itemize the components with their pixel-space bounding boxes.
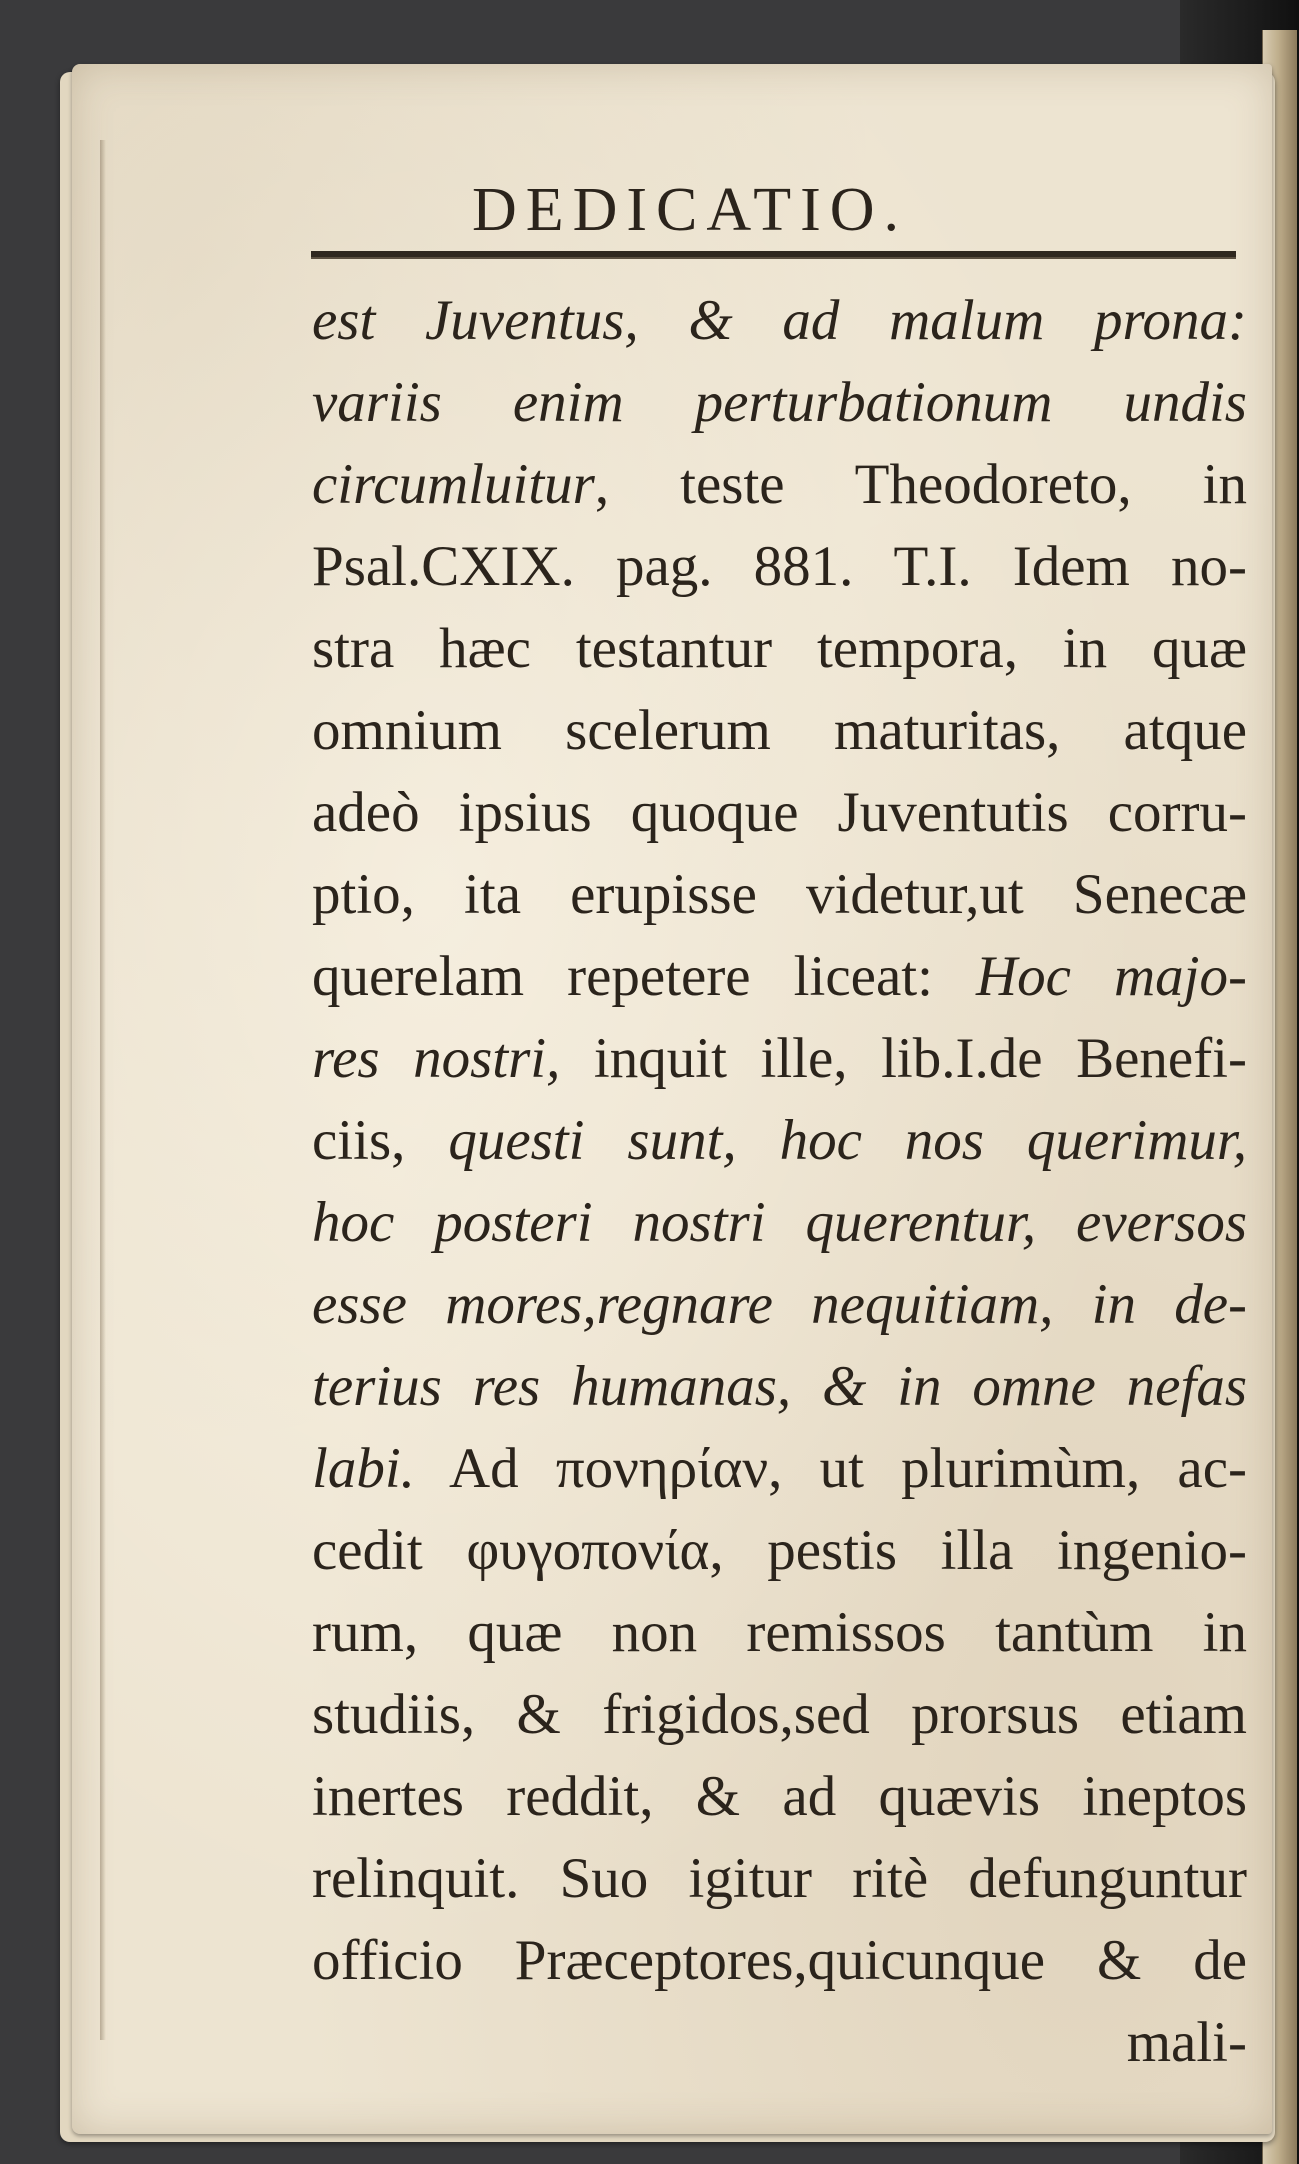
text-segment: hoc posteri nostri querentur, eversos: [312, 1191, 1247, 1254]
text-line: [312, 690, 1247, 772]
catchword: mali-: [1126, 2011, 1247, 2074]
text-segment: terius res humanas, & in omne nefas: [312, 1355, 1247, 1418]
text-segment: cedit φυγοπονία, pestis illa ingenio-: [312, 1519, 1247, 1582]
text-line: [312, 1264, 1247, 1346]
text-segment: labi.: [312, 1437, 415, 1500]
text-segment: est Juventus, & ad malum prona:: [312, 289, 1247, 352]
text-segment: inertes reddit, & ad quævis ineptos: [312, 1765, 1247, 1828]
text-line: [312, 1510, 1247, 1592]
text-line: [312, 1428, 1247, 1510]
text-segment: querelam repetere liceat:: [312, 945, 976, 1008]
text-segment: adeò ipsius quoque Juventutis corru-: [312, 781, 1247, 844]
running-head: DEDICATIO.: [471, 176, 909, 244]
text-line: [312, 444, 1247, 526]
text-segment: omnium scelerum maturitas, atque: [312, 699, 1247, 762]
text-line: [312, 1838, 1247, 1920]
text-segment: esse mores,regnare nequitiam, in de-: [312, 1273, 1247, 1336]
text-line: [312, 1592, 1247, 1674]
text-segment: Psal.CXIX. pag. 881. T.I. Idem no-: [312, 535, 1247, 598]
text-segment: ciis,: [312, 1109, 449, 1172]
text-line: [312, 1756, 1247, 1838]
text-line: [312, 1100, 1247, 1182]
text-segment: stra hæc testantur tempora, in quæ: [312, 617, 1247, 680]
text-segment: circumluitur: [312, 453, 595, 516]
text-segment: res nostri,: [312, 1027, 561, 1090]
header-rule: [311, 251, 1236, 259]
text-segment: studiis, & frigidos,sed prorsus etiam: [312, 1683, 1247, 1746]
text-line: [312, 362, 1247, 444]
text-segment: variis enim perturbationum undis: [312, 371, 1247, 434]
page-gutter-shadow: [100, 140, 106, 2040]
text-line: [312, 1674, 1247, 1756]
text-segment: relinquit. Suo igitur ritè defunguntur: [312, 1847, 1247, 1910]
text-line: [312, 526, 1247, 608]
text-segment: Hoc majo-: [975, 945, 1247, 1008]
text-line: [312, 936, 1247, 1018]
text-line: [312, 854, 1247, 936]
text-segment: inquit ille, lib.I.de Benefi-: [560, 1027, 1247, 1090]
body-text: [312, 280, 1247, 2084]
text-segment: ptio, ita erupisse videtur,ut Senecæ: [312, 863, 1247, 926]
text-segment: questi sunt, hoc nos querimur,: [448, 1109, 1247, 1172]
catchword-line: [312, 2002, 1247, 2084]
text-line: [312, 1182, 1247, 1264]
text-line: [312, 772, 1247, 854]
text-line: [312, 280, 1247, 362]
text-segment: Ad πονηρίαν, ut plurimùm, ac-: [414, 1437, 1247, 1500]
text-line: [312, 1346, 1247, 1428]
text-line: [312, 608, 1247, 690]
text-segment: , teste Theodoreto, in: [594, 453, 1247, 516]
text-segment: rum, quæ non remissos tantùm in: [312, 1601, 1247, 1664]
text-line: [312, 1920, 1247, 2002]
text-segment: officio Præceptores,quicunque & de: [312, 1929, 1247, 1992]
text-line: [312, 1018, 1247, 1100]
